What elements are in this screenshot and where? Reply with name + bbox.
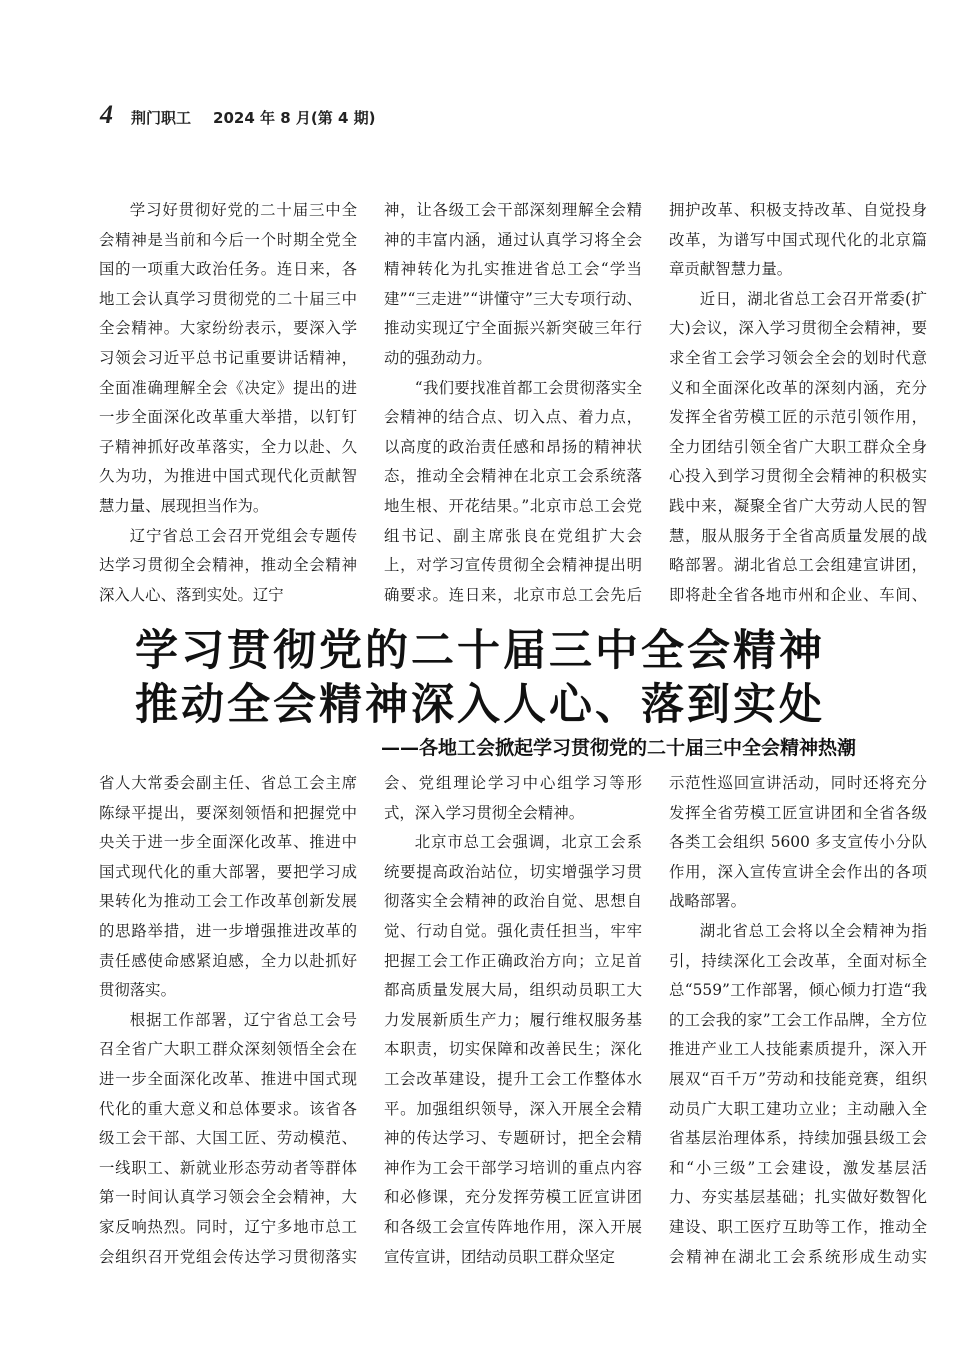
page-number: 4 bbox=[100, 100, 113, 129]
headline-block bbox=[96, 624, 864, 762]
paragraph: 辽宁省总工会召开党组会专题传达学习贯彻全会精神，推动全会精神深入人心、落到实处。辽宁 bbox=[99, 526, 357, 604]
paragraph bbox=[669, 917, 927, 1269]
paragraph: 省人大常委会副主任、省总工会主席陈绿平提出，要深刻领悟和把握党中央关于进一步全面深化改革、推进中国式现代化的重大部署，要把学习成果转化为推动工会工作改革创新发展的思路举措，进一步增强推进改革的责任感使命感紧迫感，全力以赴抓好贯彻落实。 bbox=[99, 774, 357, 1000]
paragraph: 神，让各级工会干部深刻理解全会精神的丰富内涵，通过认真学习将全会精神转化为扎实推进省总工会“学当建”“三走进”“讲懂守”三大专项行动、推动实现辽宁全面振兴新突破三年行动的强劲动力。 bbox=[384, 201, 642, 367]
paragraph: 北京市总工会强调，北京工会系统要提高政治站位，切实增强学习贯彻落实全会精神的政治自觉、思想自觉、行动自觉。强化责任担当，牢牢把握工会工作正确政治方向；立足首都高质量发展大局，组织动员职工大力发展新质生产力；履行维权服务基本职责，切实保障和改善民生；深化工会改革建设，提升工会工作整体水平。加强组织领导，深入开展全会精神的传达学习、专题研讨，把全会精神作为工会干部学习培训的重点内容和必修课，充分发挥劳模工匠宣讲团和各级工会宣传阵地作用，深入开展宣传宣讲，团结动员职工群众坚定 bbox=[384, 833, 642, 1266]
lower-column-3 bbox=[669, 769, 927, 1269]
subheadline: ——各地工会掀起学习贯彻党的二十届三中全会精神热潮 bbox=[380, 737, 856, 759]
upper-column-3 bbox=[669, 196, 927, 606]
upper-column-2 bbox=[384, 196, 642, 606]
upper-column-1 bbox=[99, 196, 357, 606]
paragraph: 示范性巡回宣讲活动，同时还将充分发挥全省劳模工匠宣讲团和全省各级各类工会组织 5600 多支宣传小分队作用，深入宣传宣讲全会作出的各项战略部署。 bbox=[669, 774, 927, 911]
paragraph: 近日，湖北省总工会召开常委(扩大)会议，深入学习贯彻全会精神，要求全省工会学习领会全会的划时代意义和全面深化改革的深刻内涵，充分发挥全省劳模工匠的示范引领作用，全力团结引领全省广大职工群众全身心投入到学习贯彻全会精神的积极实践中来，凝聚全省广大劳动人民的智慧，服从服务于全省高质量发展的战略部署。湖北省总工会组建宣讲团，即将赴全省各地市州和企业、车间、 bbox=[669, 289, 927, 604]
issue-date: 2024 年 8 月(第 4 期) bbox=[213, 109, 376, 127]
paragraph: 会、党组理论学习中心组学习等形式，深入学习贯彻全会精神。 bbox=[384, 774, 642, 822]
paragraph: “我们要找准首都工会贯彻落实全会精神的结合点、切入点、着力点，以高度的政治责任感和昂扬的精神状态，推动全会精神在北京工会系统落地生根、开花结果。”北京市总工会党组书记、副主席张良在党组扩大会上，对学习宣传贯彻全会精神提出明确要求。连日来，北京市总工会先后 bbox=[384, 378, 642, 604]
paragraph-text: 湖北省总工会将以全会精神为指引，持续深化工会改革，全面对标全总“559”工作部署，倾心倾力打造“我的工会我的家”工会工作品牌，全方位推进产业工人技能素质提升，深入开展双“百千万”劳动和技能竞赛，组织动员广大职工建功立业；主动融入全省基层治理体系，持续加强县级工会和“小三级”工会建设，激发基层活力、夯实基层基础；扎实做好数智化建设、职工医疗互助等工作，推动全会精神在湖北工会系统形成生动实 bbox=[669, 921, 927, 1266]
paragraph: 拥护改革、积极支持改革、自觉投身改革，为谱写中国式现代化的北京篇章贡献智慧力量。 bbox=[669, 201, 927, 279]
paragraph: 学习好贯彻好党的二十届三中全会精神是当前和今后一个时期全党全国的一项重大政治任务。连日来，各地工会认真学习贯彻党的二十届三中全会精神。大家纷纷表示，要深入学习领会习近平总书记重要讲话精神，全面准确理解全会《决定》提出的进一步全面深化改革重大举措，以钉钉子精神抓好改革落实，全力以赴、久久为功，为推进中国式现代化贡献智慧力量、展现担当作为。 bbox=[99, 201, 357, 515]
page-header bbox=[100, 100, 880, 130]
lower-column-2 bbox=[384, 769, 642, 1269]
paragraph: 根据工作部署，辽宁省总工会号召全省广大职工群众深刻领悟全会在进一步全面深化改革、推进中国式现代化的重大意义和总体要求。该省各级工会干部、大国工匠、劳动模范、一线职工、新就业形态劳动者等群体第一时间认真学习领会全会精神，大家反响热烈。同时，辽宁多地市总工会组织召开党组会传达学习贯彻落实 bbox=[99, 1010, 357, 1266]
publication-name: 荆门职工 bbox=[131, 109, 192, 127]
headline-line-1: 学习贯彻党的二十届三中全会精神 bbox=[135, 626, 825, 676]
headline-line-2: 推动全会精神深入人心、落到实处 bbox=[135, 680, 825, 730]
lower-column-1 bbox=[99, 769, 357, 1269]
